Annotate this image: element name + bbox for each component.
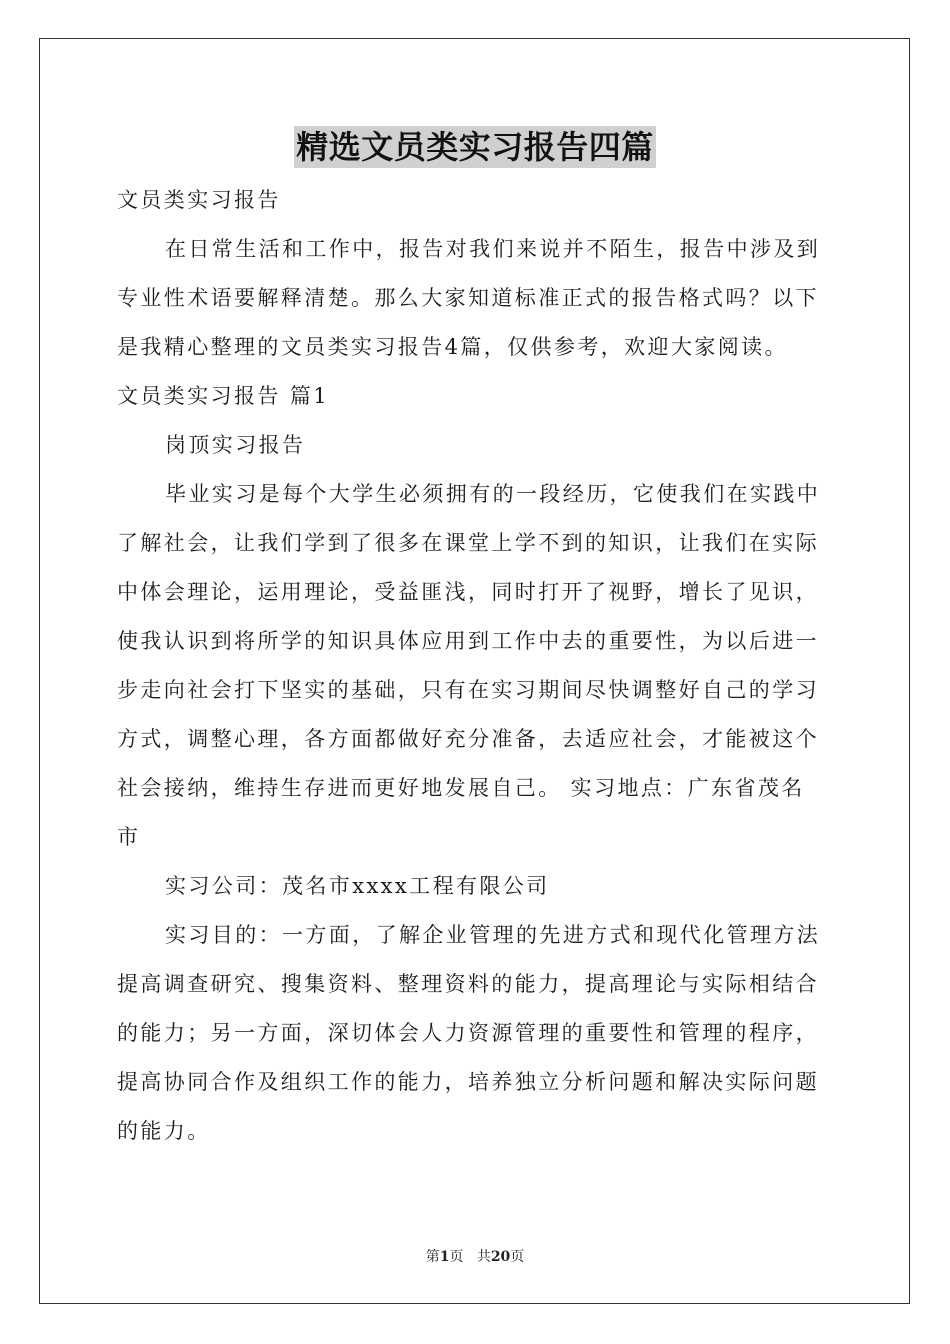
page-prefix: 第 [425, 1249, 440, 1265]
paragraph-line: 使我认识到将所学的知识具体应用到工作中去的重要性，为以后进一 [117, 629, 819, 653]
paragraph-line: 了解社会，让我们学到了很多在课堂上学不到的知识，让我们在实际 [117, 531, 819, 555]
page-suffix: 页 [449, 1249, 464, 1265]
page-number: 1 [439, 1249, 450, 1265]
total-prefix: 共 [476, 1249, 491, 1265]
subsection-heading: 岗顶实习报告 [165, 433, 306, 457]
paragraph-line: 在日常生活和工作中，报告对我们来说并不陌生，报告中涉及到 [165, 237, 821, 261]
paragraph-line: 步走向社会打下坚实的基础，只有在实习期间尽快调整好自己的学习 [117, 678, 819, 702]
paragraph-line: 提高调查研究、搜集资料、整理资料的能力，提高理论与实际相结合 [117, 972, 819, 996]
document-body [117, 176, 833, 1156]
section-heading: 文员类实习报告 篇1 [117, 384, 330, 408]
paragraph-line: 提高协同合作及组织工作的能力，培养独立分析问题和解决实际问题 [117, 1070, 819, 1094]
paragraph-line: 市 [117, 825, 141, 849]
paragraph-line: 专业性术语要解释清楚。那么大家知道标准正式的报告格式吗？以下 [117, 286, 819, 310]
paragraph-line: 中体会理论，运用理论，受益匪浅，同时打开了视野，增长了见识， [117, 580, 819, 604]
paragraph-line: 实习目的：一方面，了解企业管理的先进方式和现代化管理方法 [165, 923, 821, 947]
paragraph-line: 的能力；另一方面，深切体会人力资源管理的重要性和管理的程序， [117, 1021, 819, 1045]
document-title: 精选文员类实习报告四篇 [296, 128, 654, 166]
paragraph-line: 社会接纳，维持生存进而更好地发展自己。 实习地点：广东省茂名 [117, 776, 805, 800]
title-container [0, 126, 950, 168]
section-heading: 文员类实习报告 [117, 188, 281, 212]
total-pages: 20 [490, 1249, 511, 1265]
paragraph-line: 实习公司：茂名市xxxx工程有限公司 [165, 874, 550, 898]
paragraph-line: 方式，调整心理，各方面都做好充分准备，去适应社会，才能被这个 [117, 727, 819, 751]
total-suffix: 页 [510, 1249, 525, 1265]
page-footer [0, 1247, 950, 1267]
paragraph-line: 是我精心整理的文员类实习报告4篇，仅供参考，欢迎大家阅读。 [117, 335, 788, 359]
paragraph-line: 毕业实习是每个大学生必须拥有的一段经历，它使我们在实践中 [165, 482, 821, 506]
paragraph-line: 的能力。 [117, 1119, 211, 1143]
